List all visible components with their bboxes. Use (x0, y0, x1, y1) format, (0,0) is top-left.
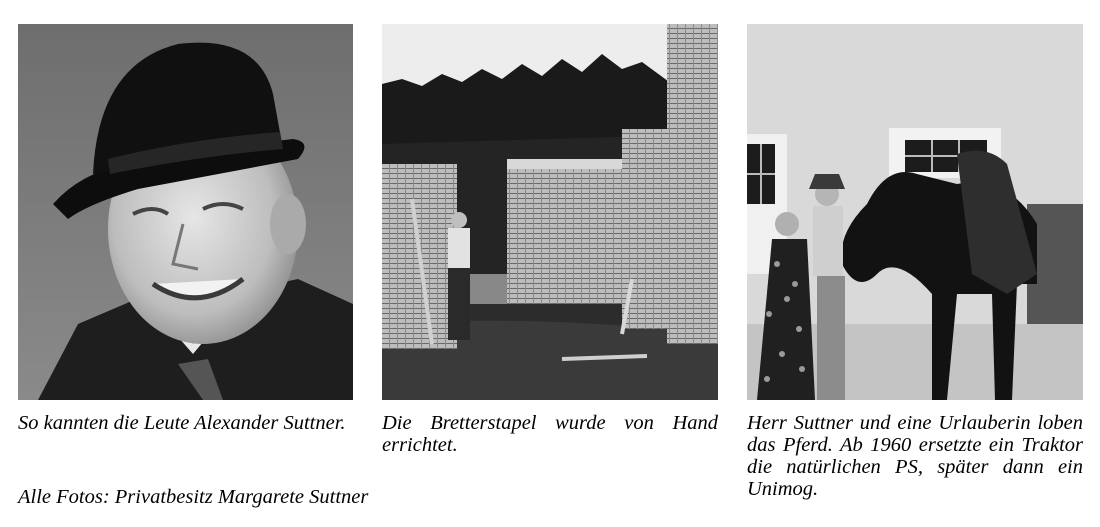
caption-lumber: Die Bretterstapel wurde von Hand errichtet. (382, 412, 718, 456)
caption-horse: Herr Suttner und eine Urlauberin loben das Pferd. Ab 1960 ersetzte ein Traktor die natürlichen PS, später dann ein Unimog. (747, 412, 1083, 500)
horse-photo (747, 24, 1083, 400)
portrait-image (18, 24, 353, 400)
couple-with-horse-image (747, 24, 1083, 400)
caption-portrait: So kannten die Leute Alexander Suttner. (18, 412, 346, 434)
portrait-photo (18, 24, 353, 400)
photo-credit: Alle Fotos: Privatbesitz Margarete Suttner (18, 486, 369, 508)
lumber-stacks-image (382, 24, 718, 400)
lumber-stacks-photo (382, 24, 718, 400)
